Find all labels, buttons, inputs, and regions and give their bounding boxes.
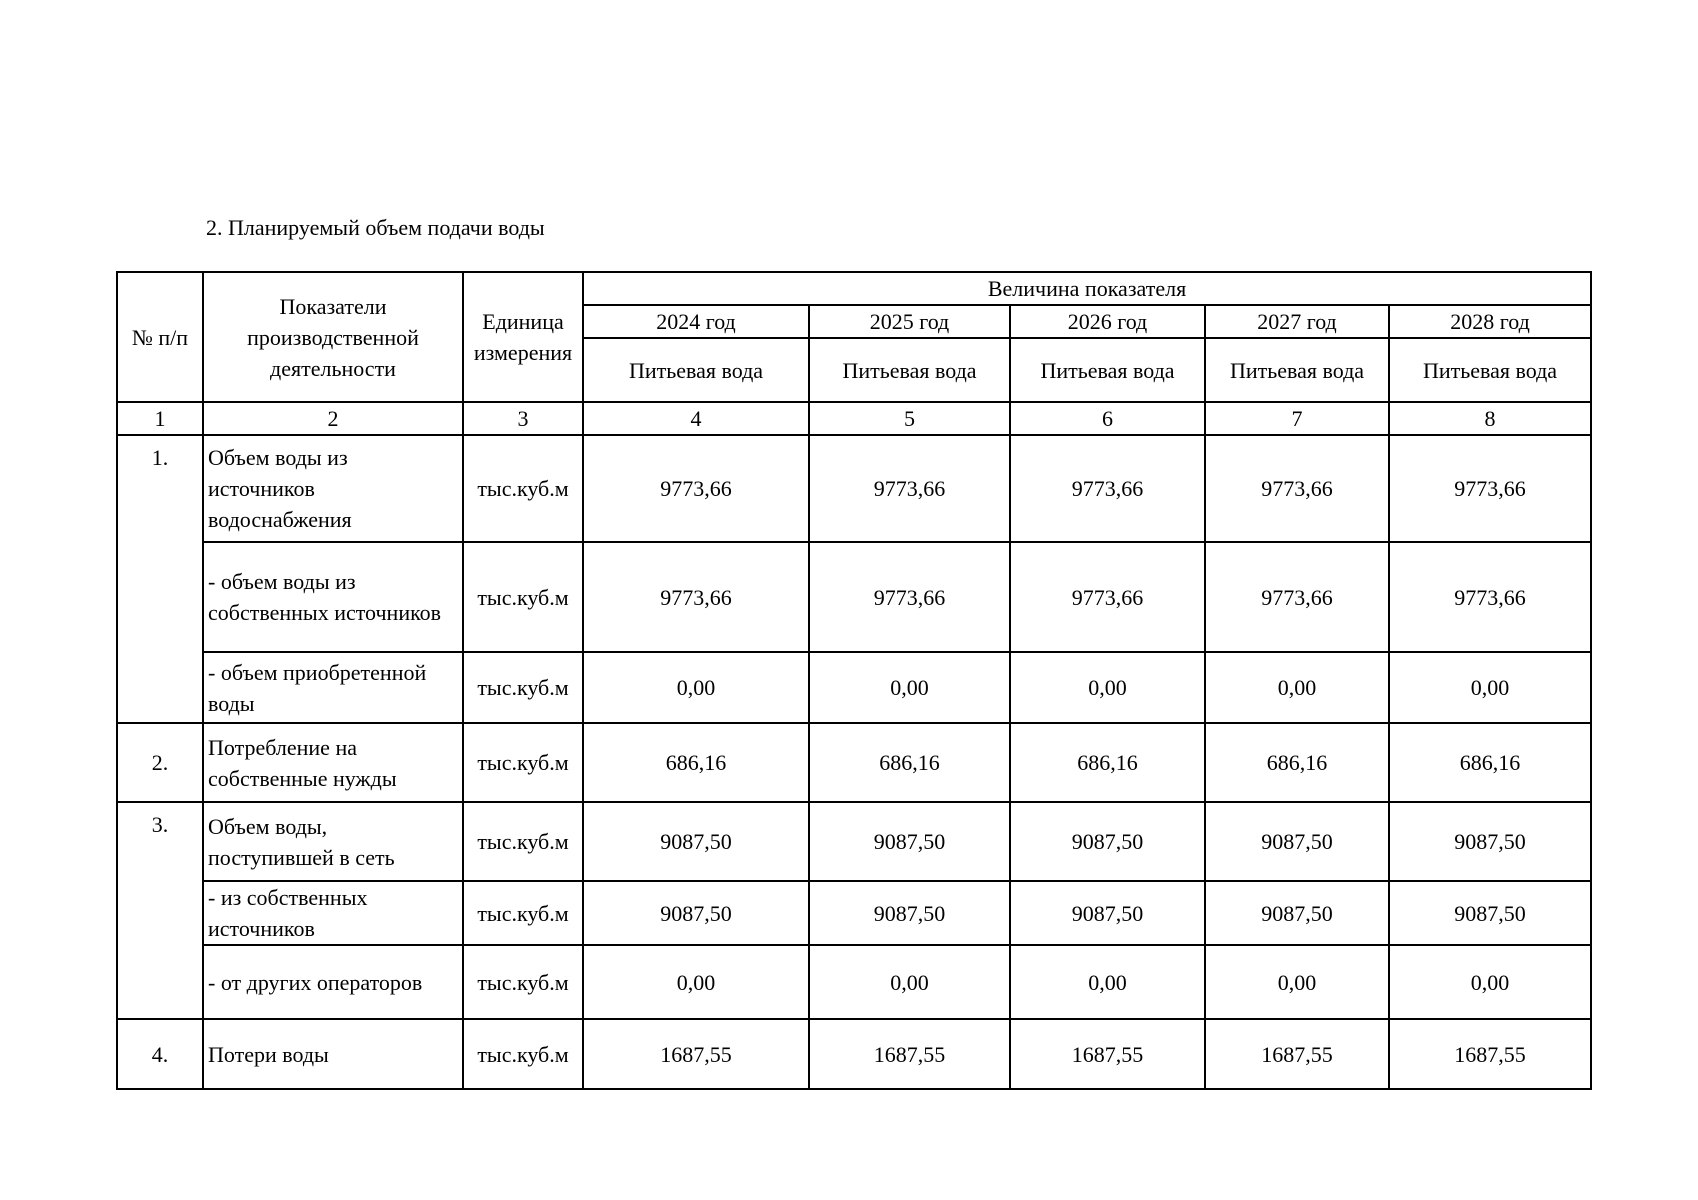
- header-year-2028: 2028 год: [1389, 305, 1591, 338]
- row-indicator: - объем приобретенной воды: [203, 652, 463, 723]
- row-value: 0,00: [809, 945, 1010, 1019]
- row-value: 0,00: [583, 945, 809, 1019]
- row-unit: тыс.куб.м: [463, 945, 583, 1019]
- table-row: [117, 723, 1591, 802]
- row-value: 9087,50: [1205, 881, 1389, 945]
- header-subhead: Питьевая вода: [1389, 338, 1591, 402]
- row-num: 3.: [117, 802, 203, 1019]
- row-value: 9087,50: [1389, 881, 1591, 945]
- header-subhead: Питьевая вода: [583, 338, 809, 402]
- row-value: 9773,66: [1389, 542, 1591, 652]
- row-value: 686,16: [1389, 723, 1591, 802]
- row-num: 2.: [117, 723, 203, 802]
- row-unit: тыс.куб.м: [463, 542, 583, 652]
- row-value: 1687,55: [1389, 1019, 1591, 1089]
- header-subhead: Питьевая вода: [1205, 338, 1389, 402]
- row-value: 1687,55: [1010, 1019, 1205, 1089]
- row-value: 686,16: [1010, 723, 1205, 802]
- row-value: 9773,66: [809, 435, 1010, 542]
- row-unit: тыс.куб.м: [463, 652, 583, 723]
- header-unit: Единица измерения: [463, 272, 583, 402]
- water-supply-table: [116, 271, 1592, 1090]
- row-value: 0,00: [1205, 652, 1389, 723]
- row-unit: тыс.куб.м: [463, 723, 583, 802]
- row-value: 9773,66: [583, 542, 809, 652]
- row-unit: тыс.куб.м: [463, 435, 583, 542]
- table-row: [117, 802, 1591, 881]
- row-indicator: Потребление на собственные нужды: [203, 723, 463, 802]
- header-value-group: Величина показателя: [583, 272, 1591, 305]
- row-value: 9773,66: [1205, 435, 1389, 542]
- row-value: 1687,55: [583, 1019, 809, 1089]
- row-indicator: Потери воды: [203, 1019, 463, 1089]
- row-value: 686,16: [583, 723, 809, 802]
- row-value: 9087,50: [1010, 881, 1205, 945]
- header-year-2025: 2025 год: [809, 305, 1010, 338]
- table-row: [117, 945, 1591, 1019]
- row-value: 9087,50: [809, 881, 1010, 945]
- column-number: 5: [809, 402, 1010, 435]
- row-unit: тыс.куб.м: [463, 1019, 583, 1089]
- header-subhead: Питьевая вода: [809, 338, 1010, 402]
- table-row: [117, 881, 1591, 945]
- header-subhead: Питьевая вода: [1010, 338, 1205, 402]
- row-value: 0,00: [1389, 652, 1591, 723]
- column-number: 7: [1205, 402, 1389, 435]
- column-number: 6: [1010, 402, 1205, 435]
- row-value: 9087,50: [1389, 802, 1591, 881]
- column-number: 3: [463, 402, 583, 435]
- row-value: 9773,66: [1010, 435, 1205, 542]
- header-year-2026: 2026 год: [1010, 305, 1205, 338]
- row-value: 9087,50: [809, 802, 1010, 881]
- row-value: 9773,66: [809, 542, 1010, 652]
- row-value: 9773,66: [583, 435, 809, 542]
- row-value: 1687,55: [1205, 1019, 1389, 1089]
- row-indicator: Объем воды из источников водоснабжения: [203, 435, 463, 542]
- header-indicator: Показатели производственной деятельности: [203, 272, 463, 402]
- row-value: 9773,66: [1389, 435, 1591, 542]
- row-value: 1687,55: [809, 1019, 1010, 1089]
- row-indicator: Объем воды, поступившей в сеть: [203, 802, 463, 881]
- row-indicator: - из собственных источников: [203, 881, 463, 945]
- table-row: [117, 435, 1591, 542]
- row-value: 0,00: [809, 652, 1010, 723]
- header-num: № п/п: [117, 272, 203, 402]
- table-heading: 2. Планируемый объем подачи воды: [206, 215, 545, 240]
- row-value: 9773,66: [1010, 542, 1205, 652]
- row-value: 9087,50: [1010, 802, 1205, 881]
- row-value: 9087,50: [583, 881, 809, 945]
- column-number: 4: [583, 402, 809, 435]
- header-year-2024: 2024 год: [583, 305, 809, 338]
- row-num: 1.: [117, 435, 203, 723]
- header-year-2027: 2027 год: [1205, 305, 1389, 338]
- row-num: 4.: [117, 1019, 203, 1089]
- table-row: [117, 542, 1591, 652]
- column-number: 1: [117, 402, 203, 435]
- row-value: 9087,50: [583, 802, 809, 881]
- row-value: 0,00: [1010, 652, 1205, 723]
- row-value: 0,00: [1389, 945, 1591, 1019]
- row-unit: тыс.куб.м: [463, 881, 583, 945]
- row-value: 0,00: [1205, 945, 1389, 1019]
- table-row: [117, 652, 1591, 723]
- row-indicator: - объем воды из собственных источников: [203, 542, 463, 652]
- column-number: 2: [203, 402, 463, 435]
- table-row: [117, 1019, 1591, 1089]
- row-indicator: - от других операторов: [203, 945, 463, 1019]
- row-unit: тыс.куб.м: [463, 802, 583, 881]
- row-value: 9773,66: [1205, 542, 1389, 652]
- row-value: 9087,50: [1205, 802, 1389, 881]
- row-value: 0,00: [1010, 945, 1205, 1019]
- row-value: 686,16: [809, 723, 1010, 802]
- column-number: 8: [1389, 402, 1591, 435]
- row-value: 0,00: [583, 652, 809, 723]
- row-value: 686,16: [1205, 723, 1389, 802]
